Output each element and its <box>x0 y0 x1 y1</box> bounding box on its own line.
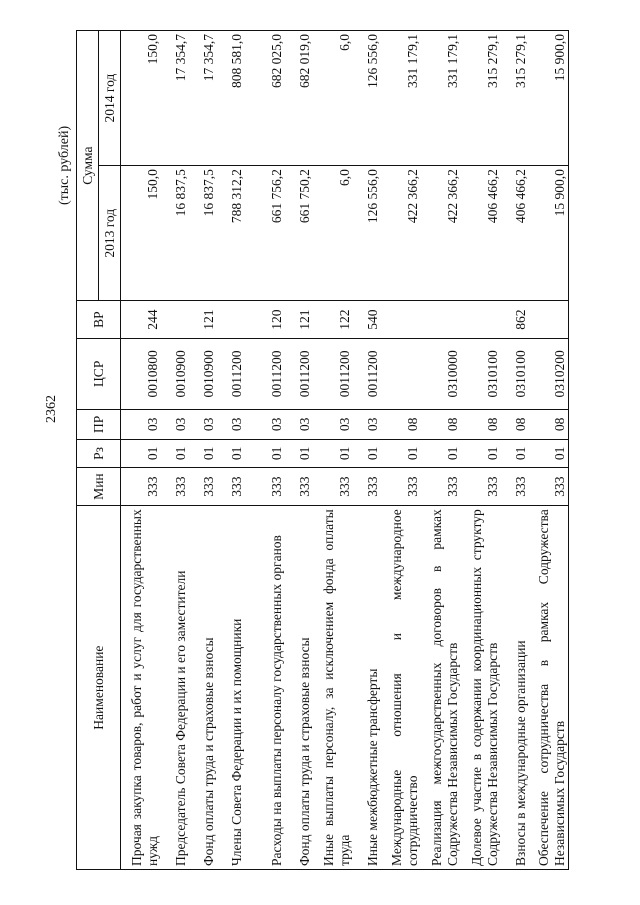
cell-pr: 03 <box>217 409 245 439</box>
cell-pr: 03 <box>245 409 285 439</box>
cell-sum-2013: 406 466,2 <box>461 166 501 301</box>
table-row <box>161 31 189 870</box>
header-year-2013: 2013 год <box>99 166 121 301</box>
cell-name: Реализация межгосударственных договоров в рамках Содружества Независимых Государств <box>421 506 461 870</box>
cell-min: 333 <box>121 467 161 505</box>
cell-name: Прочая закупка товаров, работ и услуг для государственных нужд <box>121 506 161 870</box>
cell-min: 333 <box>313 467 353 505</box>
cell-csr: 0011200 <box>217 338 245 409</box>
cell-rz: 01 <box>245 439 285 467</box>
table-row <box>285 31 313 870</box>
cell-sum-2013: 126 556,0 <box>353 166 381 301</box>
table-row <box>501 31 529 870</box>
cell-min: 333 <box>353 467 381 505</box>
table-body <box>121 31 569 870</box>
cell-vr <box>381 301 421 339</box>
cell-min: 333 <box>245 467 285 505</box>
cell-min: 333 <box>285 467 313 505</box>
cell-rz: 01 <box>189 439 217 467</box>
cell-csr: 0310200 <box>529 338 569 409</box>
header-pr: ПР <box>77 409 121 439</box>
cell-csr: 0010800 <box>121 338 161 409</box>
cell-min: 333 <box>381 467 421 505</box>
cell-vr <box>161 301 189 339</box>
cell-csr: 0310000 <box>421 338 461 409</box>
cell-sum-2014: 682 025,0 <box>245 31 285 166</box>
cell-name: Обеспечение сотрудничества в рамках Содружества Независимых Государств <box>529 506 569 870</box>
cell-min: 333 <box>501 467 529 505</box>
cell-csr: 0011200 <box>313 338 353 409</box>
cell-sum-2014: 17 354,7 <box>189 31 217 166</box>
cell-sum-2013: 661 750,2 <box>285 166 313 301</box>
cell-vr: 540 <box>353 301 381 339</box>
cell-vr: 120 <box>245 301 285 339</box>
header-min: Мин <box>77 467 121 505</box>
cell-name: Председатель Совета Федерации и его заместители <box>161 506 189 870</box>
cell-name: Международные отношения и международное сотрудничество <box>381 506 421 870</box>
header-year-2014: 2014 год <box>99 31 121 166</box>
cell-pr: 08 <box>421 409 461 439</box>
table-row <box>189 31 217 870</box>
cell-sum-2014: 315 279,1 <box>501 31 529 166</box>
cell-name: Взносы в международные организации <box>501 506 529 870</box>
cell-sum-2014: 15 900,0 <box>529 31 569 166</box>
table-row <box>245 31 285 870</box>
cell-pr: 08 <box>461 409 501 439</box>
cell-name: Фонд оплаты труда и страховые взносы <box>189 506 217 870</box>
cell-csr: 0011200 <box>245 338 285 409</box>
cell-sum-2013: 16 837,5 <box>189 166 217 301</box>
cell-vr: 862 <box>501 301 529 339</box>
header-rz: Рз <box>77 439 121 467</box>
cell-csr: 0310100 <box>461 338 501 409</box>
cell-pr: 03 <box>121 409 161 439</box>
cell-pr: 03 <box>161 409 189 439</box>
table-header <box>77 31 121 870</box>
header-sum: Сумма <box>77 31 99 301</box>
cell-pr: 03 <box>353 409 381 439</box>
cell-sum-2014: 682 019,0 <box>285 31 313 166</box>
cell-min: 333 <box>461 467 501 505</box>
cell-name: Члены Совета Федерации и их помощники <box>217 506 245 870</box>
table-row <box>381 31 421 870</box>
page-number: 2362 <box>44 395 59 423</box>
table-row <box>121 31 161 870</box>
cell-sum-2014: 315 279,1 <box>461 31 501 166</box>
cell-name: Расходы на выплаты персоналу государственных органов <box>245 506 285 870</box>
cell-vr: 122 <box>313 301 353 339</box>
cell-rz: 01 <box>285 439 313 467</box>
cell-rz: 01 <box>461 439 501 467</box>
cell-vr <box>529 301 569 339</box>
cell-rz: 01 <box>421 439 461 467</box>
table-row <box>217 31 245 870</box>
table-row <box>353 31 381 870</box>
cell-vr <box>421 301 461 339</box>
cell-sum-2013: 422 366,2 <box>421 166 461 301</box>
cell-vr: 244 <box>121 301 161 339</box>
cell-sum-2013: 406 466,2 <box>501 166 529 301</box>
cell-csr: 0010900 <box>189 338 217 409</box>
table-row <box>421 31 461 870</box>
table-row <box>313 31 353 870</box>
cell-rz: 01 <box>217 439 245 467</box>
cell-min: 333 <box>161 467 189 505</box>
cell-min: 333 <box>189 467 217 505</box>
cell-vr <box>217 301 245 339</box>
cell-sum-2013: 788 312,2 <box>217 166 245 301</box>
cell-name: Иные межбюджетные трансферты <box>353 506 381 870</box>
cell-sum-2013: 15 900,0 <box>529 166 569 301</box>
cell-sum-2013: 150,0 <box>121 166 161 301</box>
cell-sum-2014: 126 556,0 <box>353 31 381 166</box>
cell-pr: 03 <box>285 409 313 439</box>
table-row <box>529 31 569 870</box>
cell-sum-2014: 17 354,7 <box>161 31 189 166</box>
cell-csr <box>381 338 421 409</box>
header-name: Наименование <box>77 506 121 870</box>
cell-min: 333 <box>529 467 569 505</box>
header-csr: ЦСР <box>77 338 121 409</box>
cell-rz: 01 <box>381 439 421 467</box>
cell-vr: 121 <box>285 301 313 339</box>
cell-sum-2013: 661 756,2 <box>245 166 285 301</box>
cell-sum-2013: 6,0 <box>313 166 353 301</box>
cell-rz: 01 <box>313 439 353 467</box>
cell-sum-2014: 150,0 <box>121 31 161 166</box>
cell-pr: 08 <box>501 409 529 439</box>
cell-rz: 01 <box>501 439 529 467</box>
cell-name: Фонд оплаты труда и страховые взносы <box>285 506 313 870</box>
cell-sum-2014: 808 581,0 <box>217 31 245 166</box>
cell-csr: 0310100 <box>501 338 529 409</box>
cell-rz: 01 <box>161 439 189 467</box>
cell-min: 333 <box>217 467 245 505</box>
cell-csr: 0011200 <box>285 338 313 409</box>
cell-csr: 0011200 <box>353 338 381 409</box>
cell-pr: 03 <box>189 409 217 439</box>
cell-vr <box>461 301 501 339</box>
cell-sum-2014: 6,0 <box>313 31 353 166</box>
cell-rz: 01 <box>121 439 161 467</box>
units-label: (тыс. рублей) <box>57 125 72 205</box>
cell-sum-2013: 16 837,5 <box>161 166 189 301</box>
cell-vr: 121 <box>189 301 217 339</box>
cell-name: Иные выплаты персоналу, за исключением фонда оплаты труда <box>313 506 353 870</box>
cell-sum-2014: 331 179,1 <box>421 31 461 166</box>
cell-pr: 08 <box>381 409 421 439</box>
cell-csr: 0010900 <box>161 338 189 409</box>
cell-rz: 01 <box>529 439 569 467</box>
cell-sum-2013: 422 366,2 <box>381 166 421 301</box>
cell-name: Долевое участие в содержании координационных структур Содружества Независимых Государств <box>461 506 501 870</box>
budget-table <box>76 30 569 870</box>
cell-rz: 01 <box>353 439 381 467</box>
cell-min: 333 <box>421 467 461 505</box>
table-row <box>461 31 501 870</box>
cell-sum-2014: 331 179,1 <box>381 31 421 166</box>
cell-pr: 03 <box>313 409 353 439</box>
cell-pr: 08 <box>529 409 569 439</box>
header-vr: ВР <box>77 301 121 339</box>
